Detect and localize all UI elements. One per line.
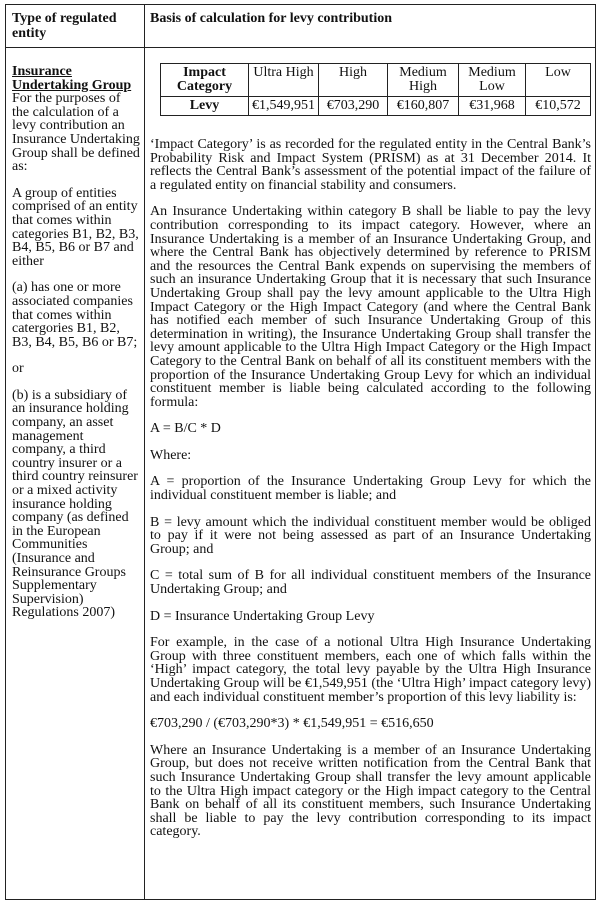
impact-category-paragraph: ‘Impact Category’ is as recorded for the regulated entity in the Central Bank’s Probability Risk and Impact System (PRISM) as at 31 December 2014. It reflects the Central Bank’s assessment of the potential impact of the failure of a regulated entity on financial stability and consumers. bbox=[150, 137, 591, 193]
notification-paragraph: Where an Insurance Undertaking is a member of an Insurance Undertaking Group, but does not receive written notification from the Central Bank that such Insurance Undertaking Group shall transfer the levy amount applicable to the Ultra High impact category or the High impact category to the Central Bank on behalf of all its constituent members, such Insurance Undertaking shall be liable to pay the levy contribution corresponding to its impact category. bbox=[150, 742, 591, 840]
levy-cell: €10,572 bbox=[526, 97, 591, 116]
definition-a: A = proportion of the Insurance Undertaking Group Levy for which the individual constituent member is liable; and bbox=[150, 474, 591, 504]
levy-row-label: Levy bbox=[161, 97, 249, 116]
levy-table-frame bbox=[5, 4, 596, 900]
levy-cell: €1,549,951 bbox=[249, 97, 319, 116]
entity-paragraph: (b) is a subsidiary of an insurance holding company, an asset management company, a third country insurer or a third country reinsurer or a mixed activity insurance holding company (as defined in the European Communities (Insurance and Reinsurance Groups Supplementary Supervision) Regulations 2007) bbox=[12, 387, 138, 621]
category-cell: Medium Low bbox=[459, 64, 526, 97]
table-row bbox=[161, 64, 591, 97]
where-label: Where: bbox=[150, 447, 192, 463]
category-cell: Low bbox=[526, 64, 591, 97]
impact-levy-table bbox=[160, 63, 591, 116]
category-cell: High bbox=[319, 64, 388, 97]
table-row bbox=[161, 97, 591, 116]
header-basis-of-calculation: Basis of calculation for levy contribution bbox=[150, 11, 393, 26]
impact-category-label: Impact Category bbox=[161, 64, 249, 97]
category-cell: Medium High bbox=[388, 64, 459, 97]
header-type-of-entity: Type of regulated entity bbox=[12, 11, 117, 41]
levy-cell: €31,968 bbox=[459, 97, 526, 116]
levy-cell: €160,807 bbox=[388, 97, 459, 116]
entity-paragraph: or bbox=[12, 361, 24, 377]
entity-title: Insurance Undertaking Group bbox=[12, 64, 132, 93]
definition-d: D = Insurance Undertaking Group Levy bbox=[150, 608, 375, 624]
entity-paragraph: (a) has one or more associated companies that comes within catergories B1, B2, B3, B4, B5, B6 or B7; bbox=[12, 280, 138, 350]
example-paragraph: For example, in the case of a notional Ultra High Insurance Undertaking Group with three constituent members, each one of which falls within the ‘High’ impact category, the total levy payable by the Ultra High Insurance Undertaking Group will be €1,549,951 (the ‘Ultra High’ impact category levy) and each individual constituent member’s proportion of this levy liability is: bbox=[150, 635, 591, 705]
calculation-basis bbox=[150, 63, 591, 852]
levy-cell: €703,290 bbox=[319, 97, 388, 116]
column-divider bbox=[144, 5, 145, 899]
example-calculation: €703,290 / (€703,290*3) * €1,549,951 = €516,650 bbox=[150, 716, 434, 732]
entity-paragraph: For the purposes of the calculation of a levy contribution an Insurance Undertaking Group shall be defined as: bbox=[12, 91, 140, 175]
entity-description bbox=[12, 65, 140, 633]
group-levy-paragraph: An Insurance Undertaking within category B shall be liable to pay the levy contribution corresponding to its impact category. However, where an Insurance Undertaking is a member of an Insurance Undertaking Group, and where the Central Bank has objectively determined by reference to PRISM and the resources the Central Bank expends on supervising the members of such an insurance Undertaking Group that it is necessary that such Insurance Undertaking Group shall pay the levy amount applicable to the Ultra High Impact Category or the High Impact Category (and where the Central Bank has notified each member of such Insurance Undertaking Group of this determination in writing), the Insurance Undertaking Group shall transfer the levy amount applicable to the Ultra High Impact Category or the High Impact Category to the Central Bank on behalf of all its constituent members with the proportion of the Insurance Undertaking Group Levy for which an individual constituent member is liable being calculated according to the following formula: bbox=[150, 204, 591, 410]
formula: A = B/C * D bbox=[150, 421, 221, 437]
definition-c: C = total sum of B for all individual constituent members of the Insurance Undertaking Group; and bbox=[150, 568, 591, 598]
header-divider bbox=[6, 47, 595, 48]
definition-b: B = levy amount which the individual constituent member would be obliged to pay if it were not being assessed as part of an Insurance Undertaking Group; and bbox=[150, 514, 591, 557]
entity-paragraph: A group of entities comprised of an entity that comes within categories B1, B2, B3, B4, B5, B6 or B7 and either bbox=[12, 185, 139, 269]
category-cell: Ultra High bbox=[249, 64, 319, 97]
